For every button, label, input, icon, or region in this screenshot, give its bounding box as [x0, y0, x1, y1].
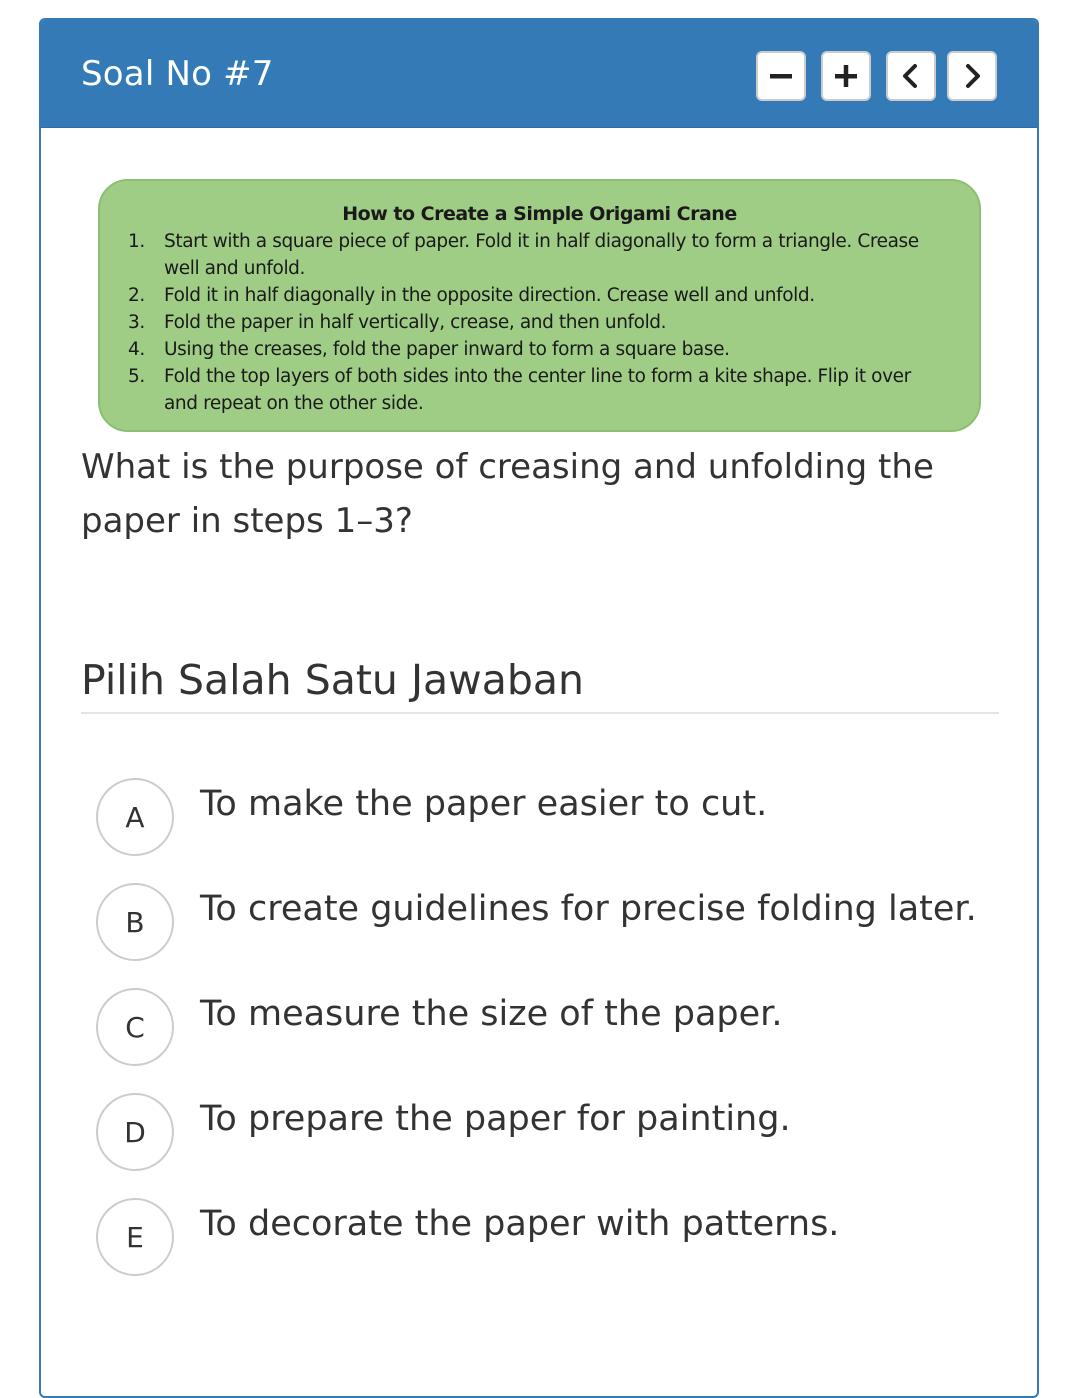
answer-option-e[interactable] [96, 1198, 976, 1278]
answer-option-c[interactable] [96, 988, 976, 1068]
option-letter-badge[interactable]: B [96, 883, 174, 961]
question-text: What is the purpose of creasing and unfolding the paper in steps 1–3? [81, 447, 934, 541]
step-number: 3. [128, 312, 145, 333]
option-letter-badge[interactable]: C [96, 988, 174, 1066]
option-letter-badge[interactable]: E [96, 1198, 174, 1276]
option-text[interactable]: To decorate the paper with patterns. [200, 1204, 840, 1244]
steps-list [124, 228, 944, 417]
option-text[interactable]: To measure the size of the paper. [200, 994, 783, 1034]
step-number: 2. [128, 285, 145, 306]
chevron-right-icon [959, 63, 985, 89]
plus-icon [833, 63, 859, 89]
increase-font-button[interactable] [821, 51, 871, 101]
list-item [124, 336, 944, 363]
answer-section-heading: Pilih Salah Satu Jawaban [81, 652, 999, 714]
option-letter-badge[interactable]: D [96, 1093, 174, 1171]
list-item [124, 282, 944, 309]
answer-option-d[interactable] [96, 1093, 976, 1173]
answer-option-a[interactable] [96, 778, 976, 858]
next-question-button[interactable] [947, 51, 997, 101]
list-item [124, 309, 944, 336]
minus-icon [768, 63, 794, 89]
question-number-title: Soal No #7 [81, 54, 274, 94]
step-number: 1. [128, 231, 145, 252]
step-text: Fold the paper in half vertically, crease, and then unfold. [164, 312, 667, 333]
panel-header [41, 20, 1037, 128]
reading-passage-image [98, 179, 981, 432]
option-letter-badge[interactable]: A [96, 778, 174, 856]
previous-question-button[interactable] [886, 51, 936, 101]
step-text: Start with a square piece of paper. Fold it in half diagonally to form a triangle. Crease well and unfold. [164, 231, 919, 279]
step-text: Fold it in half diagonally in the opposite direction. Crease well and unfold. [164, 285, 815, 306]
list-item [124, 363, 944, 417]
list-item [124, 228, 944, 282]
option-text[interactable]: To make the paper easier to cut. [200, 784, 768, 824]
question-panel [39, 18, 1039, 1398]
chevron-left-icon [898, 63, 924, 89]
option-text[interactable]: To prepare the paper for painting. [200, 1099, 791, 1139]
option-text[interactable]: To create guidelines for precise folding later. [200, 889, 977, 929]
answer-option-b[interactable] [96, 883, 976, 963]
reading-title: How to Create a Simple Origami Crane [342, 203, 737, 225]
step-number: 4. [128, 339, 145, 360]
step-text: Using the creases, fold the paper inward to form a square base. [164, 339, 730, 360]
step-text: Fold the top layers of both sides into the center line to form a kite shape. Flip it over and repeat on the other side. [164, 366, 911, 414]
decrease-font-button[interactable] [756, 51, 806, 101]
step-number: 5. [128, 366, 145, 387]
